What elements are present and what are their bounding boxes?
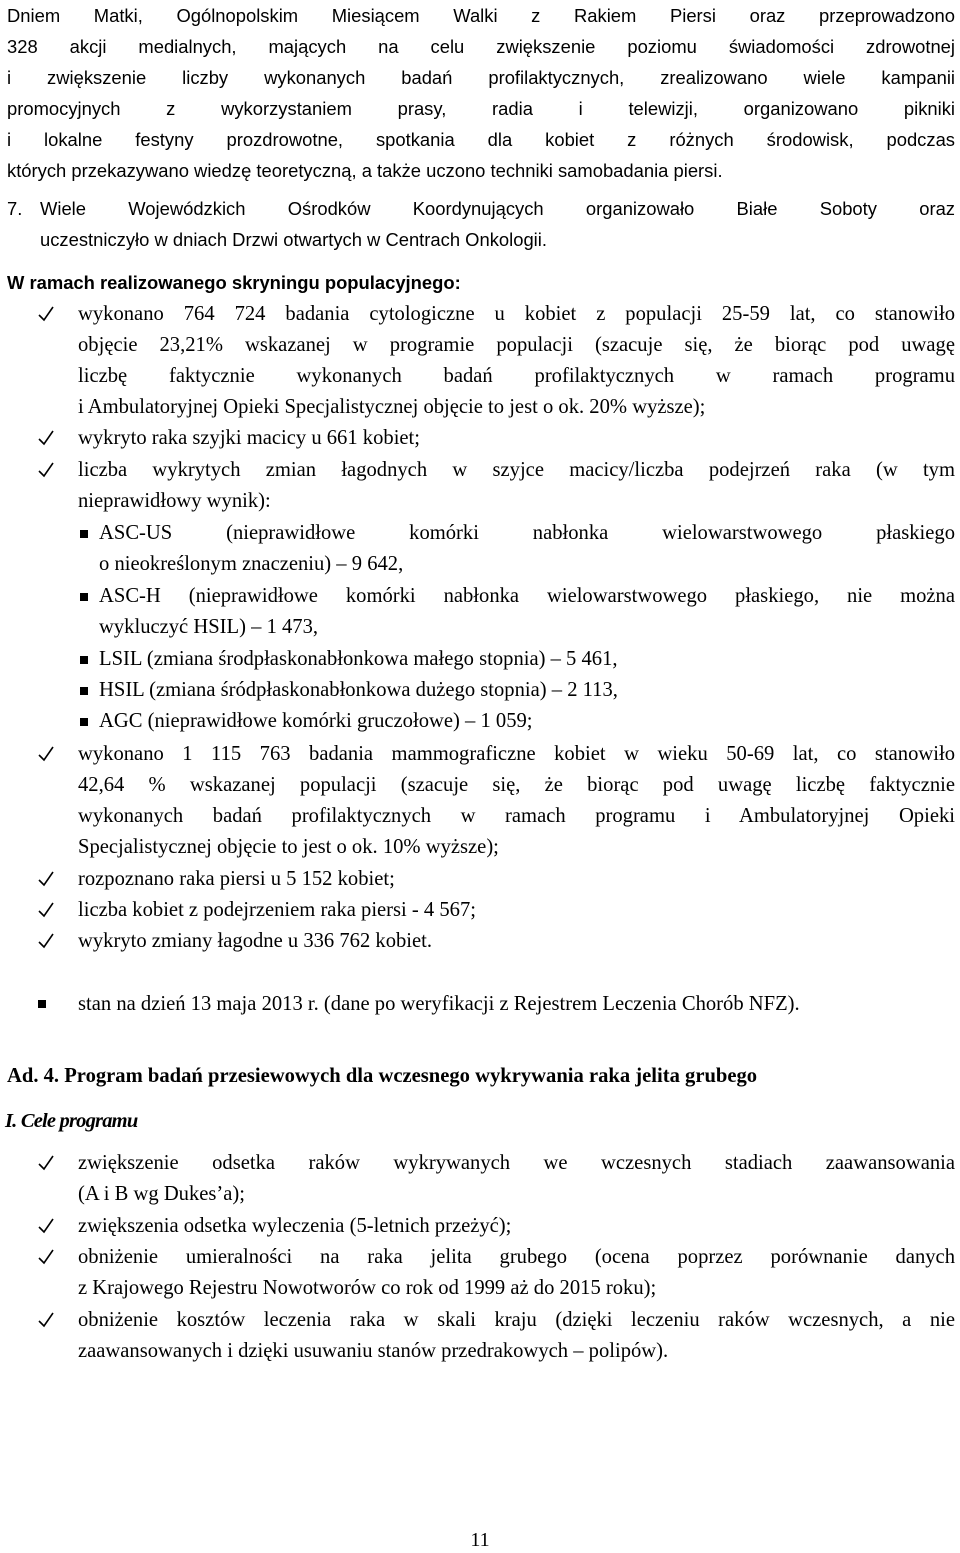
checkmark-icon: [37, 461, 55, 479]
data-note: stan na dzień 13 maja 2013 r. (dane po weryfikacji z Rejestrem Leczenia Chorób NFZ).: [78, 993, 800, 1015]
checkmark-icon: [37, 745, 55, 763]
square-bullet-icon: [80, 718, 88, 726]
checkmark-icon: [37, 1311, 55, 1329]
goal-line: zaawansowanych i dzięki usuwaniu stanów przedrakowych – polipów).: [78, 1340, 669, 1362]
intro-line: i lokalne festyny prozdrowotne, spotkania dla kobiet z różnych środowisk, podczas: [7, 129, 955, 150]
list-item-line: rozpoznano raka piersi u 5 152 kobiet;: [78, 868, 395, 890]
list-item-line: objęcie 23,21% wskazanej w programie populacji (szacuje się, że biorąc pod uwagę: [78, 334, 955, 356]
checkmark-icon: [37, 901, 55, 919]
square-bullet-icon: [80, 593, 88, 601]
list-item-line: liczba wykrytych zmian łagodnych w szyjce macicy/liczba podejrzeń raka (w tym: [78, 459, 955, 481]
checkmark-icon: [37, 1248, 55, 1266]
sublist-item-line: ASC-H (nieprawidłowe komórki nabłonka wielowarstwowego płaskiego, nie można: [99, 585, 955, 607]
square-bullet-icon: [80, 687, 88, 695]
list-item-line: liczba kobiet z podejrzeniem raka piersi - 4 567;: [78, 899, 476, 921]
item-line: uczestniczyło w dniach Drzwi otwartych w Centrach Onkologii.: [40, 229, 547, 250]
goal-line: obniżenie umieralności na raka jelita grubego (ocena poprzez porównanie danych: [78, 1246, 955, 1268]
intro-line: i zwiększenie liczby wykonanych badań profilaktycznych, zrealizowano wiele kampanii: [7, 67, 955, 88]
list-item-line: wykonano 1 115 763 badania mammograficzne kobiet w wieku 50-69 lat, co stanowiło: [78, 743, 955, 765]
square-bullet-icon: [38, 1000, 46, 1008]
item-line: Wiele Wojewódzkich Ośrodków Koordynujących organizowało Białe Soboty oraz: [40, 198, 955, 219]
goals-heading: I. Cele programu: [5, 1110, 138, 1132]
sublist-item-line: ASC-US (nieprawidłowe komórki nabłonka wielowarstwowego płaskiego: [99, 522, 955, 544]
sublist-item-line: o nieokreślonym znaczeniu) – 9 642,: [99, 553, 404, 575]
checkmark-icon: [37, 1217, 55, 1235]
page-number: 11: [470, 1529, 490, 1551]
intro-line: Dniem Matki, Ogólnopolskim Miesiącem Walki z Rakiem Piersi oraz przeprowadzono: [7, 5, 955, 26]
checkmark-icon: [37, 429, 55, 447]
list-item-line: wykonano 764 724 badania cytologiczne u kobiet z populacji 25-59 lat, co stanowiło: [78, 303, 955, 325]
goal-line: zwiększenie odsetka raków wykrywanych we wczesnych stadiach zaawansowania: [78, 1152, 955, 1174]
section-heading: Ad. 4. Program badań przesiewowych dla wczesnego wykrywania raka jelita grubego: [7, 1065, 758, 1087]
list-item-line: liczbę faktycznie wykonanych badań profilaktycznych w ramach programu: [78, 365, 955, 387]
list-item-line: Specjalistycznej objęcie to jest o ok. 10% wyższe);: [78, 836, 499, 858]
intro-line: 328 akcji medialnych, mających na celu zwiększenie poziomu świadomości zdrowotnej: [7, 36, 955, 57]
list-item-line: i Ambulatoryjnej Opieki Specjalistycznej objęcie to jest o ok. 20% wyższe);: [78, 396, 706, 418]
sublist-item-line: AGC (nieprawidłowe komórki gruczołowe) – 1 059;: [99, 710, 533, 732]
screening-heading: W ramach realizowanego skryningu populacyjnego:: [7, 272, 461, 293]
list-item-line: nieprawidłowy wynik):: [78, 490, 271, 512]
list-item-line: 42,64 % wskazanej populacji (szacuje się, że biorąc pod uwagę liczbę faktycznie: [78, 774, 955, 796]
list-item-line: wykryto raka szyjki macicy u 661 kobiet;: [78, 427, 420, 449]
goal-line: (A i B wg Dukes’a);: [78, 1183, 246, 1205]
sublist-item-line: LSIL (zmiana środpłaskonabłonkowa małego stopnia) – 5 461,: [99, 648, 618, 670]
checkmark-icon: [37, 932, 55, 950]
goal-line: z Krajowego Rejestru Nowotworów co rok od 1999 aż do 2015 roku);: [78, 1277, 657, 1299]
goal-line: zwiększenia odsetka wyleczenia (5-letnich przeżyć);: [78, 1215, 512, 1237]
list-item-line: wykonanych badań profilaktycznych w ramach programu i Ambulatoryjnej Opieki: [78, 805, 955, 827]
square-bullet-icon: [80, 530, 88, 538]
checkmark-icon: [37, 870, 55, 888]
checkmark-icon: [37, 1154, 55, 1172]
goal-line: obniżenie kosztów leczenia raka w skali kraju (dzięki leczeniu raków wczesnych, a nie: [78, 1309, 955, 1331]
intro-line: których przekazywano wiedzę teoretyczną, a także uczono techniki samobadania piersi.: [7, 160, 723, 181]
intro-line: promocyjnych z wykorzystaniem prasy, radia i telewizji, organizowano pikniki: [7, 98, 955, 119]
sublist-item-line: HSIL (zmiana śródpłaskonabłonkowa dużego stopnia) – 2 113,: [99, 679, 618, 701]
checkmark-icon: [37, 305, 55, 323]
square-bullet-icon: [80, 656, 88, 664]
list-item-line: wykryto zmiany łagodne u 336 762 kobiet.: [78, 930, 433, 952]
sublist-item-line: wykluczyć HSIL) – 1 473,: [99, 616, 319, 638]
item-number: 7.: [7, 198, 23, 219]
